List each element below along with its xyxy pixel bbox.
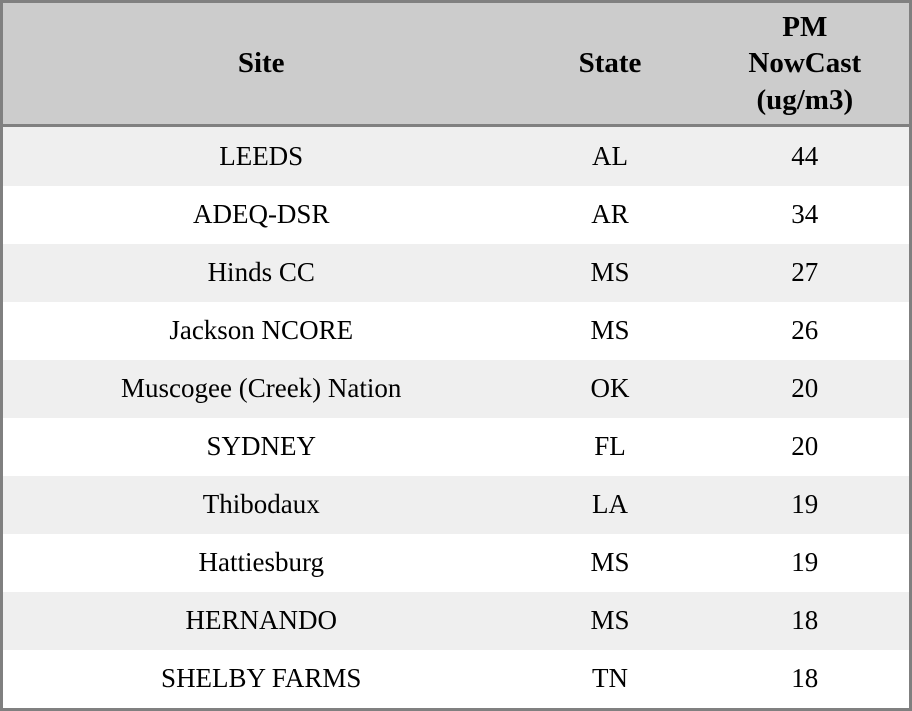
table-row: [3, 592, 909, 650]
cell-site: SHELBY FARMS: [3, 650, 519, 708]
column-header-state: State: [519, 3, 700, 125]
cell-state: LA: [519, 476, 700, 534]
cell-state: AR: [519, 186, 700, 244]
cell-state: MS: [519, 244, 700, 302]
table-row: [3, 360, 909, 418]
column-header-pm-nowcast-line2: NowCast: [748, 47, 862, 80]
table-row: [3, 534, 909, 592]
cell-value: 19: [701, 534, 909, 592]
cell-site: SYDNEY: [3, 418, 519, 476]
cell-site: Hinds CC: [3, 244, 519, 302]
cell-site: LEEDS: [3, 125, 519, 185]
cell-site: ADEQ-DSR: [3, 186, 519, 244]
cell-value: 18: [701, 650, 909, 708]
column-header-pm-nowcast-line1: PM: [782, 11, 828, 43]
cell-state: OK: [519, 360, 700, 418]
cell-value: 19: [701, 476, 909, 534]
column-header-pm-nowcast: [701, 3, 909, 125]
table-row: [3, 125, 909, 185]
cell-state: TN: [519, 650, 700, 708]
cell-state: MS: [519, 592, 700, 650]
cell-value: 20: [701, 418, 909, 476]
table-body: [3, 125, 909, 708]
cell-state: MS: [519, 534, 700, 592]
cell-value: 34: [701, 186, 909, 244]
cell-site: HERNANDO: [3, 592, 519, 650]
cell-value: 26: [701, 302, 909, 360]
table-header: [3, 3, 909, 125]
cell-state: FL: [519, 418, 700, 476]
cell-value: 20: [701, 360, 909, 418]
cell-value: 27: [701, 244, 909, 302]
cell-state: AL: [519, 125, 700, 185]
column-header-pm-nowcast-line3: (ug/m3): [756, 83, 854, 116]
cell-site: Jackson NCORE: [3, 302, 519, 360]
cell-value: 18: [701, 592, 909, 650]
cell-site: Muscogee (Creek) Nation: [3, 360, 519, 418]
column-header-site: Site: [3, 3, 519, 125]
air-quality-table: [3, 3, 909, 708]
table-row: [3, 650, 909, 708]
table-row: [3, 244, 909, 302]
table-row: [3, 476, 909, 534]
table-row: [3, 418, 909, 476]
cell-site: Hattiesburg: [3, 534, 519, 592]
cell-state: MS: [519, 302, 700, 360]
cell-value: 44: [701, 125, 909, 185]
table-row: [3, 302, 909, 360]
cell-site: Thibodaux: [3, 476, 519, 534]
table-row: [3, 186, 909, 244]
table-header-row: [3, 3, 909, 125]
